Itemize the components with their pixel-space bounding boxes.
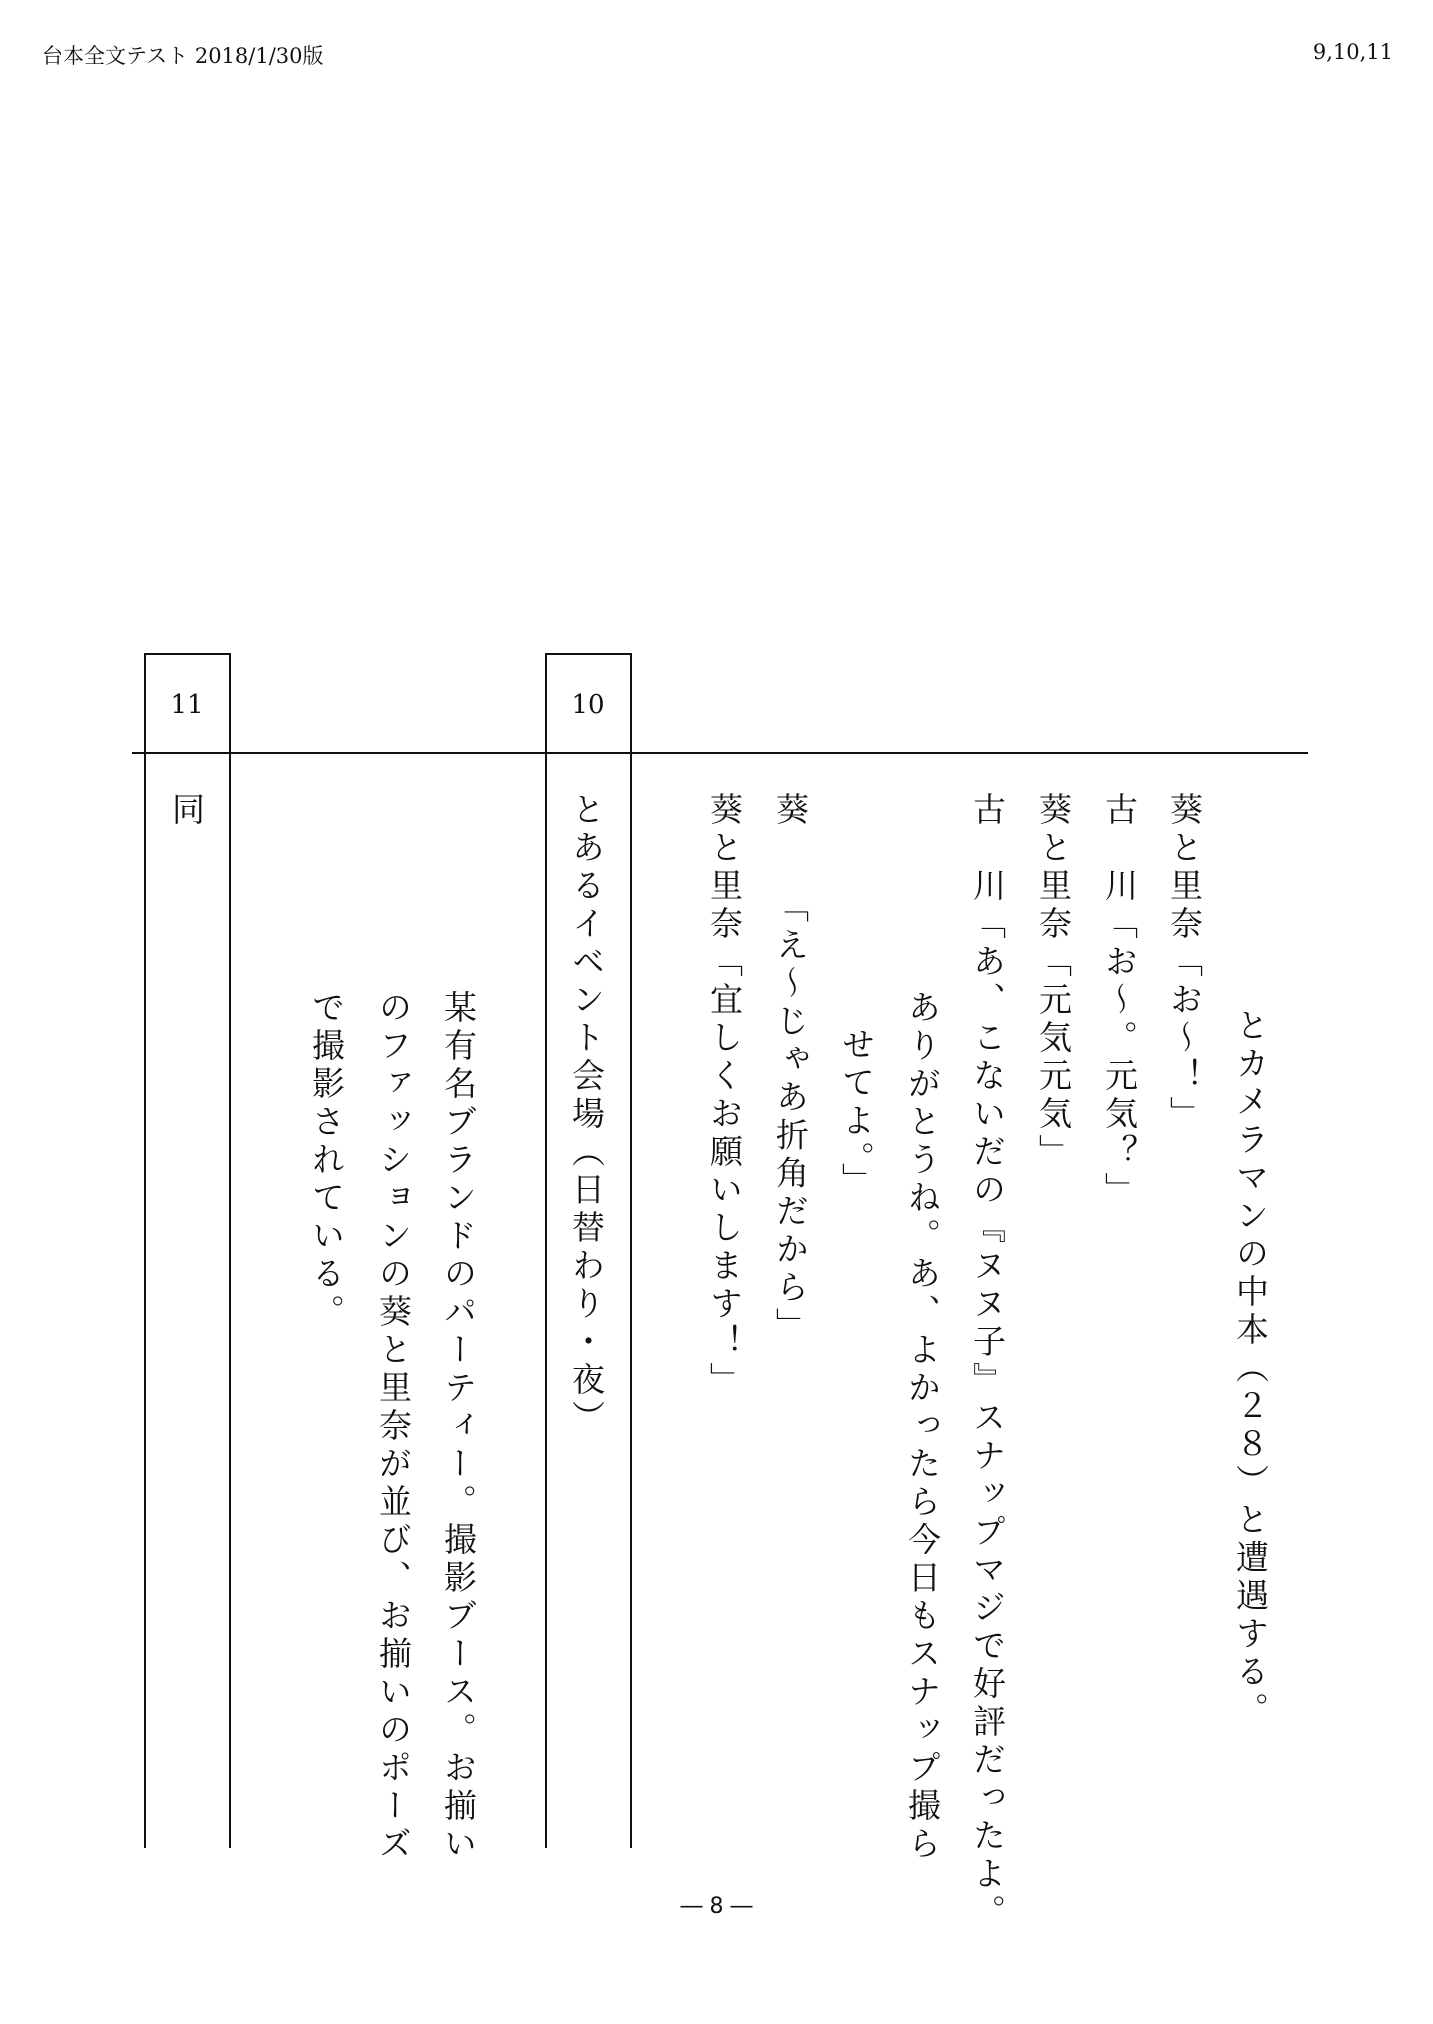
scene-number-10: 10 [571, 690, 605, 720]
action-line: のファッションの葵と里奈が並び、お揃いのポーズ [374, 990, 413, 1864]
script-title: 台本全文テスト 2018/1/30版 [42, 44, 324, 68]
scene-heading-11: 同 [167, 792, 206, 830]
column-border-11-left [144, 653, 146, 1848]
top-border-10 [545, 653, 631, 655]
dialogue-line: 古 川「あ、こないだの『ヌヌ子』スナップマジで好評だったよ。 [968, 792, 1007, 1932]
dialogue-line: 葵 「え～じゃあ折角だから」 [771, 792, 810, 1346]
page-number: ― 8 ― [680, 1894, 753, 1919]
header-divider [132, 752, 1308, 754]
column-border-10-right [630, 653, 632, 1848]
column-border-11-right [229, 653, 231, 1848]
dialogue-line: 葵と里奈「お～！」 [1165, 792, 1204, 1134]
dialogue-line: ありがとうね。あ、よかったら今日もスナップ撮ら [903, 990, 942, 1864]
dialogue-line: せてよ。」 [837, 1027, 876, 1201]
scene-number-11: 11 [170, 690, 204, 720]
top-border-11 [144, 653, 230, 655]
dialogue-line: 葵と里奈「宜しくお願いします！」 [705, 792, 744, 1400]
column-border-10-left [545, 653, 547, 1848]
action-line: 某有名ブランドのパーティー。撮影ブース。お揃い [439, 990, 478, 1864]
dialogue-line: 葵と里奈「元気元気」 [1034, 792, 1073, 1172]
script-line: とカメラマンの中本（２８）と遭遇する。 [1231, 1008, 1270, 1730]
dialogue-line: 古 川「お～。元気？」 [1100, 792, 1139, 1210]
action-line: で撮影されている。 [307, 990, 346, 1332]
page-range: 9,10,11 [1312, 40, 1393, 64]
scene-heading-10: とあるイベント会場（日替わり・夜） [567, 792, 606, 1438]
